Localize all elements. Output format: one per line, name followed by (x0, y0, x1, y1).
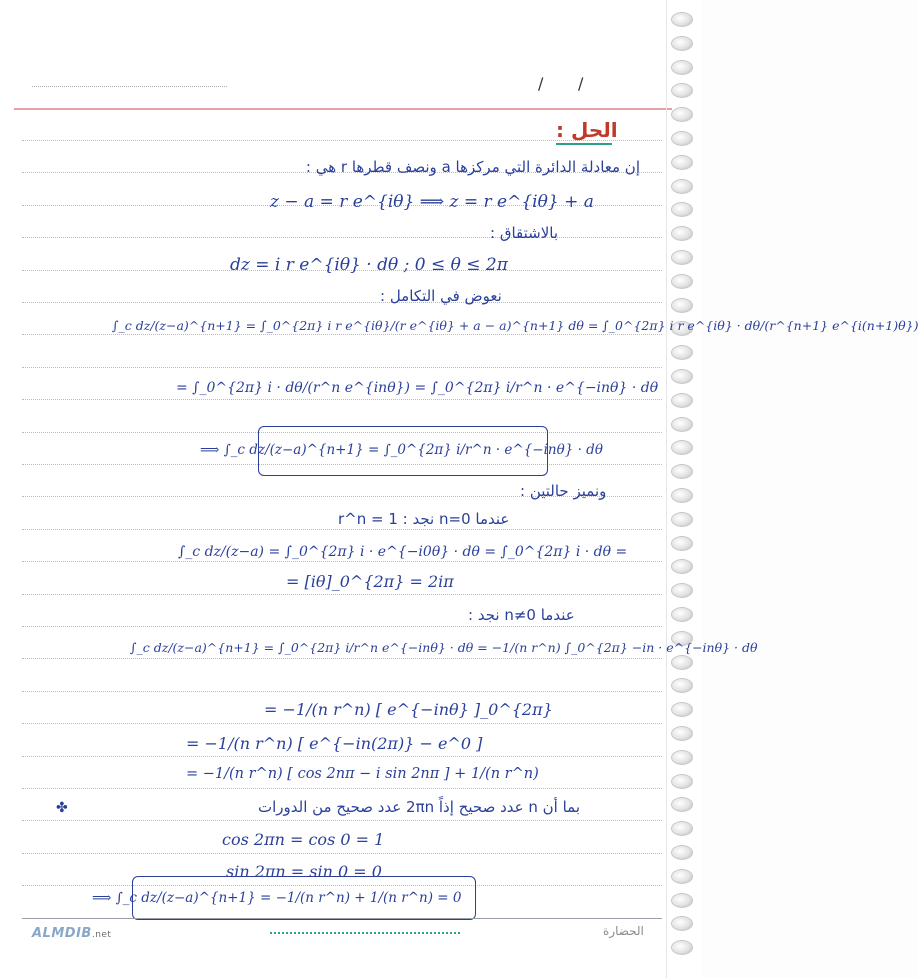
spiral-hole (671, 464, 693, 479)
ruled-line (22, 367, 662, 368)
spiral-hole (671, 274, 693, 289)
spiral-hole (671, 107, 693, 122)
spiral-hole (671, 369, 693, 384)
text-line: ونميز حالتين : (520, 482, 607, 500)
spiral-hole (671, 916, 693, 931)
ruled-line (22, 399, 662, 400)
footer-brand: الحضارة (603, 924, 644, 938)
math-line: ∫_c dz/(z−a)^{n+1} = ∫_0^{2π} i r e^{iθ}/(r e^{iθ} + a − a)^{n+1} dθ = ∫_0^{2π} i r e^{iθ} · dθ/(r^{n+1} e^{i(n+1)θ}) (112, 318, 918, 333)
math-line: = ∫_0^{2π} i · dθ/(r^n e^{inθ}) = ∫_0^{2π} i/r^n · e^{−inθ} · dθ (176, 380, 659, 396)
ruled-line (22, 723, 662, 724)
logo-text: ALMDIB (32, 926, 92, 941)
math-line: ∫_c dz/(z−a) = ∫_0^{2π} i · e^{−i0θ} · dθ = ∫_0^{2π} i · dθ = (178, 544, 628, 560)
math-line: dz = i r e^{iθ} · dθ ; 0 ≤ θ ≤ 2π (230, 255, 508, 275)
date-line (32, 86, 227, 87)
math-line: cos 2πn = cos 0 = 1 (222, 830, 385, 849)
spiral-hole (671, 417, 693, 432)
math-line: ∫_c dz/(z−a)^{n+1} = ∫_0^{2π} i/r^n e^{−inθ} · dθ = −1/(n r^n) ∫_0^{2π} −in · e^{−inθ} · dθ (130, 640, 758, 655)
spiral-hole (671, 250, 693, 265)
spiral-hole (671, 131, 693, 146)
spiral-hole (671, 869, 693, 884)
spiral-hole (671, 202, 693, 217)
spiral-hole (671, 345, 693, 360)
date-slash: / (578, 74, 584, 93)
text-line: نعوض في التكامل : (380, 287, 502, 305)
spiral-hole (671, 797, 693, 812)
bullet-icon: ✤ (56, 800, 68, 816)
math-line: sin 2πn = sin 0 = 0 (226, 862, 382, 881)
text-line: عندما n=0 نجد : 1 = r^n (338, 510, 510, 528)
spiral-hole (671, 607, 693, 622)
spiral-hole (671, 179, 693, 194)
footer-rule (22, 918, 662, 919)
math-line: = −1/(n r^n) [ e^{−in(2π)} − e^0 ] (186, 734, 483, 753)
spiral-hole (671, 298, 693, 313)
logo-suffix: .net (91, 930, 112, 940)
spiral-hole (671, 655, 693, 670)
math-line: = [iθ]_0^{2π} = 2iπ (286, 572, 454, 591)
spiral-hole (671, 393, 693, 408)
ruled-line (22, 529, 662, 530)
math-line: = −1/(n r^n) [ cos 2nπ − i sin 2nπ ] + 1/(n r^n) (186, 766, 539, 782)
math-line: ⟹ ∫_c dz/(z−a)^{n+1} = ∫_0^{2π} i/r^n · e^{−inθ} · dθ (200, 442, 603, 458)
math-line: ⟹ ∫_c dz/(z−a)^{n+1} = −1/(n r^n) + 1/(n r^n) = 0 (92, 890, 462, 906)
text-line: بالاشتقاق : (490, 224, 559, 242)
spiral-hole (671, 750, 693, 765)
spiral-hole (671, 893, 693, 908)
spiral-hole (671, 536, 693, 551)
margin-line (666, 0, 667, 978)
spiral-binding (671, 8, 693, 968)
header-rule (14, 108, 672, 110)
spiral-hole (671, 512, 693, 527)
wavy-underline (270, 926, 460, 934)
spiral-hole (671, 12, 693, 27)
heading-underline (556, 143, 612, 145)
ruled-line (22, 237, 662, 238)
ruled-line (22, 302, 662, 303)
ruled-line (22, 853, 662, 854)
spiral-hole (671, 821, 693, 836)
math-line: = −1/(n r^n) [ e^{−inθ} ]_0^{2π} (264, 700, 553, 719)
footer-logo (32, 926, 111, 941)
spiral-hole (671, 583, 693, 598)
spiral-hole (671, 774, 693, 789)
spiral-hole (671, 226, 693, 241)
ruled-line (22, 788, 662, 789)
ruled-line (22, 658, 662, 659)
spiral-hole (671, 702, 693, 717)
spiral-hole (671, 940, 693, 955)
spiral-hole (671, 559, 693, 574)
ruled-line (22, 334, 662, 335)
solution-heading: الحل : (556, 118, 618, 142)
ruled-line (22, 594, 662, 595)
spiral-hole (671, 488, 693, 503)
date-slash: / (538, 74, 544, 93)
spiral-hole (671, 845, 693, 860)
text-line: إن معادلة الدائرة التي مركزها a ونصف قطرها r هي : (305, 158, 640, 176)
spiral-hole (671, 83, 693, 98)
spiral-hole (671, 440, 693, 455)
ruled-line (22, 820, 662, 821)
ruled-line (22, 756, 662, 757)
text-line: بما أن n عدد صحيح إذاً 2πn عدد صحيح من الدورات (257, 798, 580, 816)
spiral-hole (671, 36, 693, 51)
ruled-line (22, 691, 662, 692)
spiral-hole (671, 155, 693, 170)
spiral-hole (671, 60, 693, 75)
ruled-line (22, 626, 662, 627)
text-line: عندما n≠0 نجد : (468, 606, 575, 624)
spiral-hole (671, 678, 693, 693)
ruled-line (22, 561, 662, 562)
math-line: z − a = r e^{iθ} ⟹ z = r e^{iθ} + a (270, 192, 594, 212)
spiral-hole (671, 726, 693, 741)
